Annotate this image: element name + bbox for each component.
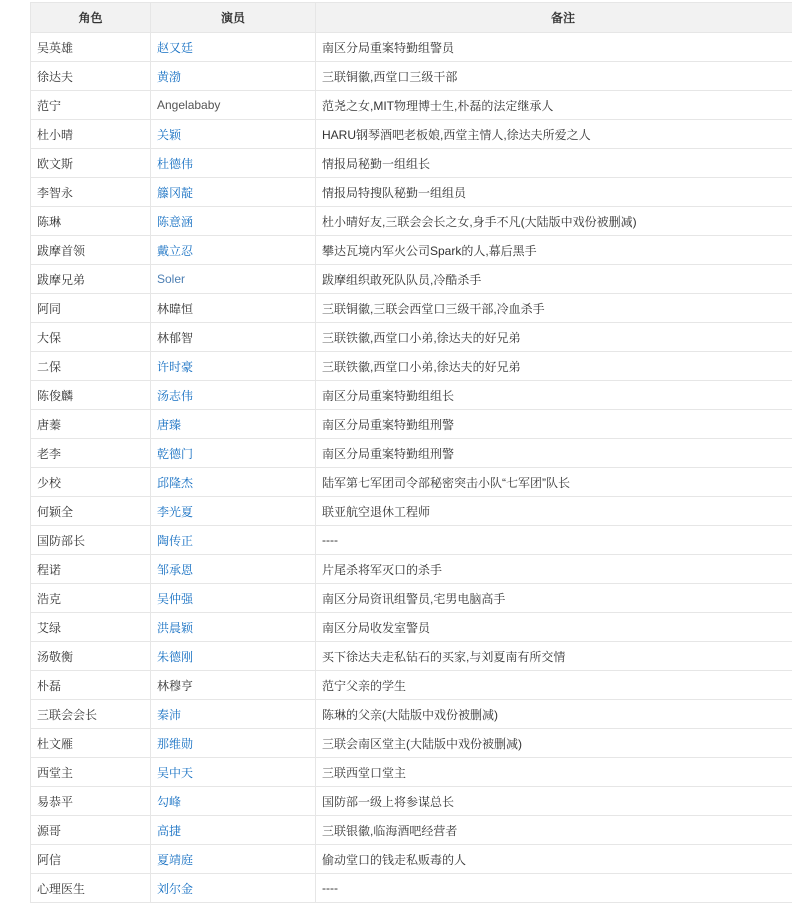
role-cell: 范宁	[31, 91, 151, 120]
actor-link[interactable]: 赵又廷	[151, 33, 316, 62]
header-role: 角色	[31, 3, 151, 33]
role-cell: 朴磊	[31, 671, 151, 700]
role-cell: 陈俊麟	[31, 381, 151, 410]
table-row	[31, 62, 792, 91]
note-cell: 三联西堂口堂主	[316, 758, 792, 787]
role-cell: 大保	[31, 323, 151, 352]
cast-table	[30, 2, 792, 903]
note-cell: 片尾杀将军灭口的杀手	[316, 555, 792, 584]
note-cell: 三联银徽,临海酒吧经营者	[316, 816, 792, 845]
note-cell: 范尧之女,MIT物理博士生,朴磊的法定继承人	[316, 91, 792, 120]
actor-cell: 林穆亨	[151, 671, 316, 700]
table-row	[31, 439, 792, 468]
note-cell: 联亚航空退休工程师	[316, 497, 792, 526]
table-header-row	[31, 3, 792, 33]
note-cell: 南区分局重案特勤组警员	[316, 33, 792, 62]
role-cell: 唐蓁	[31, 410, 151, 439]
role-cell: 李智永	[31, 178, 151, 207]
table-row	[31, 120, 792, 149]
actor-link[interactable]: 乾德门	[151, 439, 316, 468]
actor-link[interactable]: 李光夏	[151, 497, 316, 526]
role-cell: 跋摩首领	[31, 236, 151, 265]
header-actor: 演员	[151, 3, 316, 33]
table-row	[31, 468, 792, 497]
note-cell: 三联铜徽,西堂口三级干部	[316, 62, 792, 91]
table-row	[31, 845, 792, 874]
table-row	[31, 207, 792, 236]
actor-cell: 林郁智	[151, 323, 316, 352]
table-row	[31, 613, 792, 642]
table-row	[31, 91, 792, 120]
role-cell: 何颖全	[31, 497, 151, 526]
actor-link[interactable]: 吴中天	[151, 758, 316, 787]
actor-link[interactable]: 杜德伟	[151, 149, 316, 178]
role-cell: 易恭平	[31, 787, 151, 816]
note-cell: 买下徐达夫走私钻石的买家,与刘夏南有所交情	[316, 642, 792, 671]
actor-link[interactable]: 那维勋	[151, 729, 316, 758]
actor-link[interactable]: 陈意涵	[151, 207, 316, 236]
role-cell: 西堂主	[31, 758, 151, 787]
role-cell: 国防部长	[31, 526, 151, 555]
actor-link[interactable]: 秦沛	[151, 700, 316, 729]
note-cell: 南区分局重案特勤组组长	[316, 381, 792, 410]
actor-link[interactable]: 籐冈靛	[151, 178, 316, 207]
actor-link[interactable]: 刘尔金	[151, 874, 316, 903]
actor-link[interactable]: 黄渤	[151, 62, 316, 91]
table-row	[31, 381, 792, 410]
note-cell: 攀达瓦境内军火公司Spark的人,幕后黑手	[316, 236, 792, 265]
note-cell: 三联会南区堂主(大陆版中戏份被删减)	[316, 729, 792, 758]
actor-cell: Angelababy	[151, 91, 316, 120]
table-row	[31, 323, 792, 352]
role-cell: 浩克	[31, 584, 151, 613]
table-row	[31, 236, 792, 265]
table-row	[31, 526, 792, 555]
actor-link[interactable]: 许时豪	[151, 352, 316, 381]
actor-link[interactable]: 戴立忍	[151, 236, 316, 265]
role-cell: 跋摩兄弟	[31, 265, 151, 294]
role-cell: 三联会会长	[31, 700, 151, 729]
role-cell: 阿信	[31, 845, 151, 874]
note-cell: 偷动堂口的钱走私贩毒的人	[316, 845, 792, 874]
note-cell: 三联铁徽,西堂口小弟,徐达夫的好兄弟	[316, 352, 792, 381]
table-row	[31, 584, 792, 613]
role-cell: 源哥	[31, 816, 151, 845]
table-row	[31, 642, 792, 671]
note-cell: 南区分局资讯组警员,宅男电脑高手	[316, 584, 792, 613]
table-row	[31, 352, 792, 381]
table-row	[31, 178, 792, 207]
table-row	[31, 700, 792, 729]
role-cell: 艾绿	[31, 613, 151, 642]
actor-link[interactable]: 邹承恩	[151, 555, 316, 584]
actor-link[interactable]: 洪晨颖	[151, 613, 316, 642]
role-cell: 陈琳	[31, 207, 151, 236]
table-row	[31, 33, 792, 62]
note-cell: 情报局特搜队秘勤一组组员	[316, 178, 792, 207]
actor-link[interactable]: 高捷	[151, 816, 316, 845]
role-cell: 程诺	[31, 555, 151, 584]
table-row	[31, 265, 792, 294]
note-cell: 范宁父亲的学生	[316, 671, 792, 700]
role-cell: 汤敬衡	[31, 642, 151, 671]
note-cell: HARU钢琴酒吧老板娘,西堂主情人,徐达夫所爱之人	[316, 120, 792, 149]
table-row	[31, 555, 792, 584]
note-cell: 南区分局收发室警员	[316, 613, 792, 642]
actor-link[interactable]: 勾峰	[151, 787, 316, 816]
note-cell: 杜小晴好友,三联会会长之女,身手不凡(大陆版中戏份被删减)	[316, 207, 792, 236]
table-row	[31, 294, 792, 323]
note-cell: 陆军第七军团司令部秘密突击小队“七军团”队长	[316, 468, 792, 497]
table-row	[31, 671, 792, 700]
table-row	[31, 874, 792, 903]
role-cell: 吴英雄	[31, 33, 151, 62]
note-cell: 国防部一级上将参谋总长	[316, 787, 792, 816]
table-row	[31, 410, 792, 439]
table-row	[31, 758, 792, 787]
role-cell: 阿同	[31, 294, 151, 323]
actor-link[interactable]: 夏靖庭	[151, 845, 316, 874]
role-cell: 心理医生	[31, 874, 151, 903]
role-cell: 老李	[31, 439, 151, 468]
actor-link[interactable]: 关颖	[151, 120, 316, 149]
note-cell: ----	[316, 874, 792, 903]
actor-link[interactable]: 吴仲强	[151, 584, 316, 613]
actor-link[interactable]: 唐臻	[151, 410, 316, 439]
note-cell: 三联铁徽,西堂口小弟,徐达夫的好兄弟	[316, 323, 792, 352]
note-cell: ----	[316, 526, 792, 555]
role-cell: 杜小晴	[31, 120, 151, 149]
table-row	[31, 816, 792, 845]
role-cell: 杜文雁	[31, 729, 151, 758]
table-row	[31, 149, 792, 178]
note-cell: 情报局秘勤一组组长	[316, 149, 792, 178]
table-row	[31, 497, 792, 526]
actor-cell: 林暐恒	[151, 294, 316, 323]
table-row	[31, 729, 792, 758]
header-note: 备注	[316, 3, 792, 33]
note-cell: 跋摩组织敢死队队员,冷酷杀手	[316, 265, 792, 294]
actor-link[interactable]: 汤志伟	[151, 381, 316, 410]
actor-link[interactable]: 朱德刚	[151, 642, 316, 671]
actor-link[interactable]: 陶传正	[151, 526, 316, 555]
role-cell: 二保	[31, 352, 151, 381]
role-cell: 少校	[31, 468, 151, 497]
note-cell: 南区分局重案特勤组刑警	[316, 410, 792, 439]
note-cell: 陈琳的父亲(大陆版中戏份被删减)	[316, 700, 792, 729]
actor-link[interactable]: Soler	[151, 265, 316, 294]
note-cell: 南区分局重案特勤组刑警	[316, 439, 792, 468]
note-cell: 三联铜徽,三联会西堂口三级干部,冷血杀手	[316, 294, 792, 323]
role-cell: 徐达夫	[31, 62, 151, 91]
role-cell: 欧文斯	[31, 149, 151, 178]
table-row	[31, 787, 792, 816]
actor-link[interactable]: 邱隆杰	[151, 468, 316, 497]
